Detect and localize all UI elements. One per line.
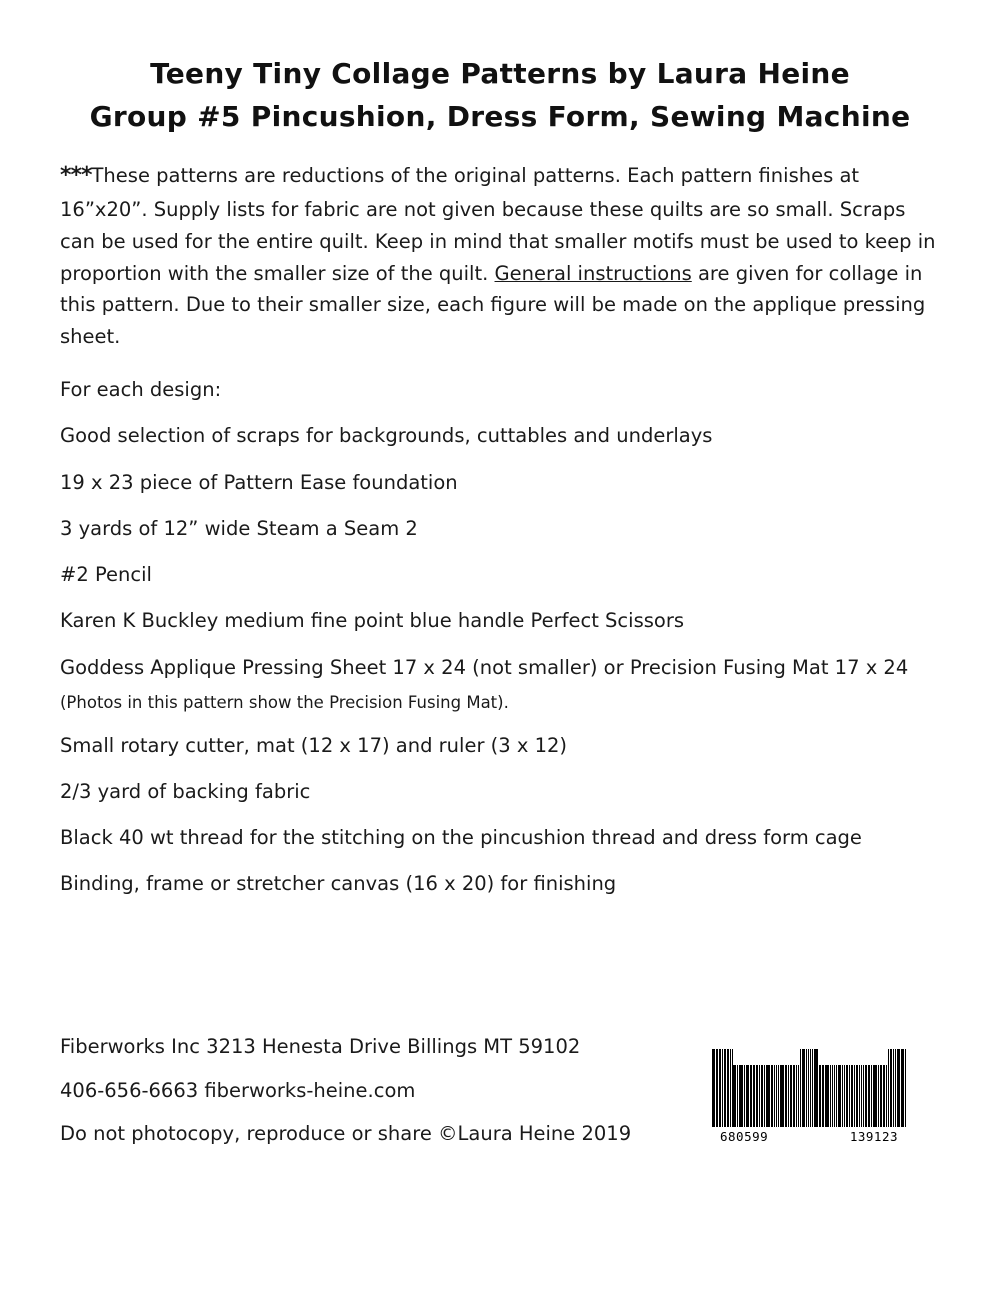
barcode-bar (832, 1065, 833, 1127)
barcode-bar (901, 1049, 902, 1127)
barcode-bar (826, 1065, 829, 1127)
intro-text-part-2: are given for collage in this pattern. Due to their smaller size, each figure will be made on the applique pressing sheet. (60, 261, 926, 349)
barcode-bar (716, 1049, 717, 1127)
copyright-notice: Do not photocopy, reproduce or share ©Laura Heine 2019 (60, 1121, 632, 1145)
barcode-bar (798, 1065, 799, 1127)
barcode-bar (796, 1065, 797, 1127)
barcode-bar (753, 1065, 755, 1127)
barcode (712, 1049, 908, 1144)
supply-list-heading: For each design: (60, 378, 222, 402)
barcode-bar (785, 1065, 787, 1127)
intro-underlined-phrase: General instructions (494, 261, 692, 285)
barcode-bar (814, 1049, 817, 1127)
barcode-bar (902, 1049, 904, 1127)
body-block (0, 158, 1000, 898)
barcode-bar (766, 1065, 767, 1127)
barcode-bar (808, 1049, 810, 1127)
barcode-bar (863, 1065, 864, 1127)
barcode-bar (774, 1065, 776, 1127)
barcode-bar (790, 1065, 793, 1127)
list-item: #2 Pencil (60, 563, 152, 587)
barcode-bar (897, 1049, 900, 1127)
barcode-bar (836, 1065, 837, 1127)
barcode-bar (873, 1065, 876, 1127)
list-item-note: (Photos in this pattern show the Precision Fusing Mat). (60, 692, 509, 712)
list-item: Karen K Buckley medium fine point blue handle Perfect Scissors (60, 609, 684, 633)
barcode-bar (844, 1065, 845, 1127)
list-item: Good selection of scraps for backgrounds, cuttables and underlays (60, 424, 713, 448)
barcode-bar (739, 1065, 741, 1127)
barcode-bar (771, 1065, 773, 1127)
barcode-bar (886, 1065, 887, 1127)
barcode-bar (793, 1065, 795, 1127)
barcode-bar (861, 1065, 862, 1127)
barcode-bar (890, 1049, 892, 1127)
barcode-bar (737, 1065, 738, 1127)
barcode-bar (880, 1065, 882, 1127)
barcode-bar (722, 1049, 723, 1127)
barcode-bar (895, 1049, 896, 1127)
barcode-bar (838, 1065, 841, 1127)
barcode-bar (751, 1065, 752, 1127)
barcode-numbers (712, 1127, 908, 1144)
barcode-bar (849, 1065, 850, 1127)
title-block (0, 0, 1000, 139)
list-item: 19 x 23 piece of Pattern Ease foundation (60, 470, 458, 494)
barcode-bar (834, 1065, 836, 1127)
barcode-bar (830, 1065, 831, 1127)
list-item: Goddess Applique Pressing Sheet 17 x 24 (not smaller) or Precision Fusing Mat 17 x 24 (60, 655, 909, 679)
barcode-bar (905, 1049, 906, 1127)
barcode-right-number: 139123 (849, 1129, 898, 1144)
barcode-bar (767, 1065, 770, 1127)
barcode-bar (876, 1065, 877, 1127)
barcode-bar (759, 1065, 760, 1127)
barcode-bar (802, 1049, 805, 1127)
barcode-bar (893, 1049, 895, 1127)
barcode-bar (810, 1049, 811, 1127)
barcode-bar (819, 1065, 821, 1127)
intro-paragraph (60, 158, 938, 353)
barcode-bar (806, 1049, 807, 1127)
barcode-bar (854, 1065, 855, 1127)
barcode-bar (868, 1065, 870, 1127)
barcode-bar (746, 1065, 749, 1127)
barcode-bar (732, 1049, 733, 1127)
barcode-bar (733, 1065, 736, 1127)
barcode-bar (724, 1049, 727, 1127)
barcode-bar (846, 1065, 848, 1127)
barcode-bar (888, 1049, 889, 1127)
barcode-bar (871, 1065, 872, 1127)
barcode-bar (744, 1065, 745, 1127)
barcode-bar (717, 1049, 718, 1127)
page-title-line-2: Group #5 Pincushion, Dress Form, Sewing Machine (89, 100, 911, 134)
intro-text-part-1: These patterns are reductions of the original patterns. Each pattern finishes at 16”x20”. Supply lists for fabric are not given because these quilts are so small. Scraps can be used for the entire quilt. Keep in mind that smaller motifs must be used to keep in proportion with the smaller size of the quilt. (60, 164, 936, 285)
barcode-bar (783, 1065, 784, 1127)
list-item: 3 yards of 12” wide Steam a Seam 2 (60, 516, 418, 540)
barcode-left-number: 680599 (720, 1129, 769, 1144)
list-item: 2/3 yard of backing fabric (60, 779, 311, 803)
supply-list (60, 375, 938, 899)
barcode-bar (776, 1065, 777, 1127)
asterisks-marker: *** (60, 163, 92, 189)
barcode-bar (730, 1049, 731, 1127)
barcode-bar (756, 1065, 759, 1127)
barcode-bar (780, 1065, 783, 1127)
barcode-bar (851, 1065, 854, 1127)
barcode-bar (822, 1065, 824, 1127)
barcode-bar (865, 1065, 868, 1127)
barcode-bar (812, 1049, 813, 1127)
footer-block (60, 1032, 700, 1162)
barcode-bar (741, 1065, 743, 1127)
barcode-bar (761, 1065, 763, 1127)
list-item: Binding, frame or stretcher canvas (16 x 20) for finishing (60, 872, 617, 896)
barcode-bar (788, 1065, 789, 1127)
barcode-bar (883, 1065, 886, 1127)
company-contact: 406-656-6663 fiberworks-heine.com (60, 1078, 416, 1102)
barcode-bar (719, 1049, 721, 1127)
list-item: Small rotary cutter, mat (12 x 17) and ruler (3 x 12) (60, 733, 568, 757)
barcode-bar (842, 1065, 844, 1127)
company-address: Fiberworks Inc 3213 Henesta Drive Billings MT 59102 (60, 1035, 581, 1059)
list-item: Black 40 wt thread for the stitching on the pincushion thread and dress form cage (60, 826, 862, 850)
barcode-bar (817, 1049, 818, 1127)
barcode-bar (800, 1049, 802, 1127)
barcode-bar (764, 1065, 765, 1127)
barcode-bar (859, 1065, 861, 1127)
barcode-bars (712, 1049, 908, 1127)
barcode-bar (856, 1065, 858, 1127)
barcode-gap (906, 1126, 907, 1127)
barcode-bar (750, 1065, 751, 1127)
barcode-bar (825, 1065, 826, 1127)
barcode-bar (878, 1065, 879, 1127)
page-title-line-1: Teeny Tiny Collage Patterns by Laura Heine (150, 57, 850, 90)
barcode-bar (727, 1049, 729, 1127)
barcode-bar (778, 1065, 779, 1127)
barcode-bar (712, 1049, 715, 1127)
